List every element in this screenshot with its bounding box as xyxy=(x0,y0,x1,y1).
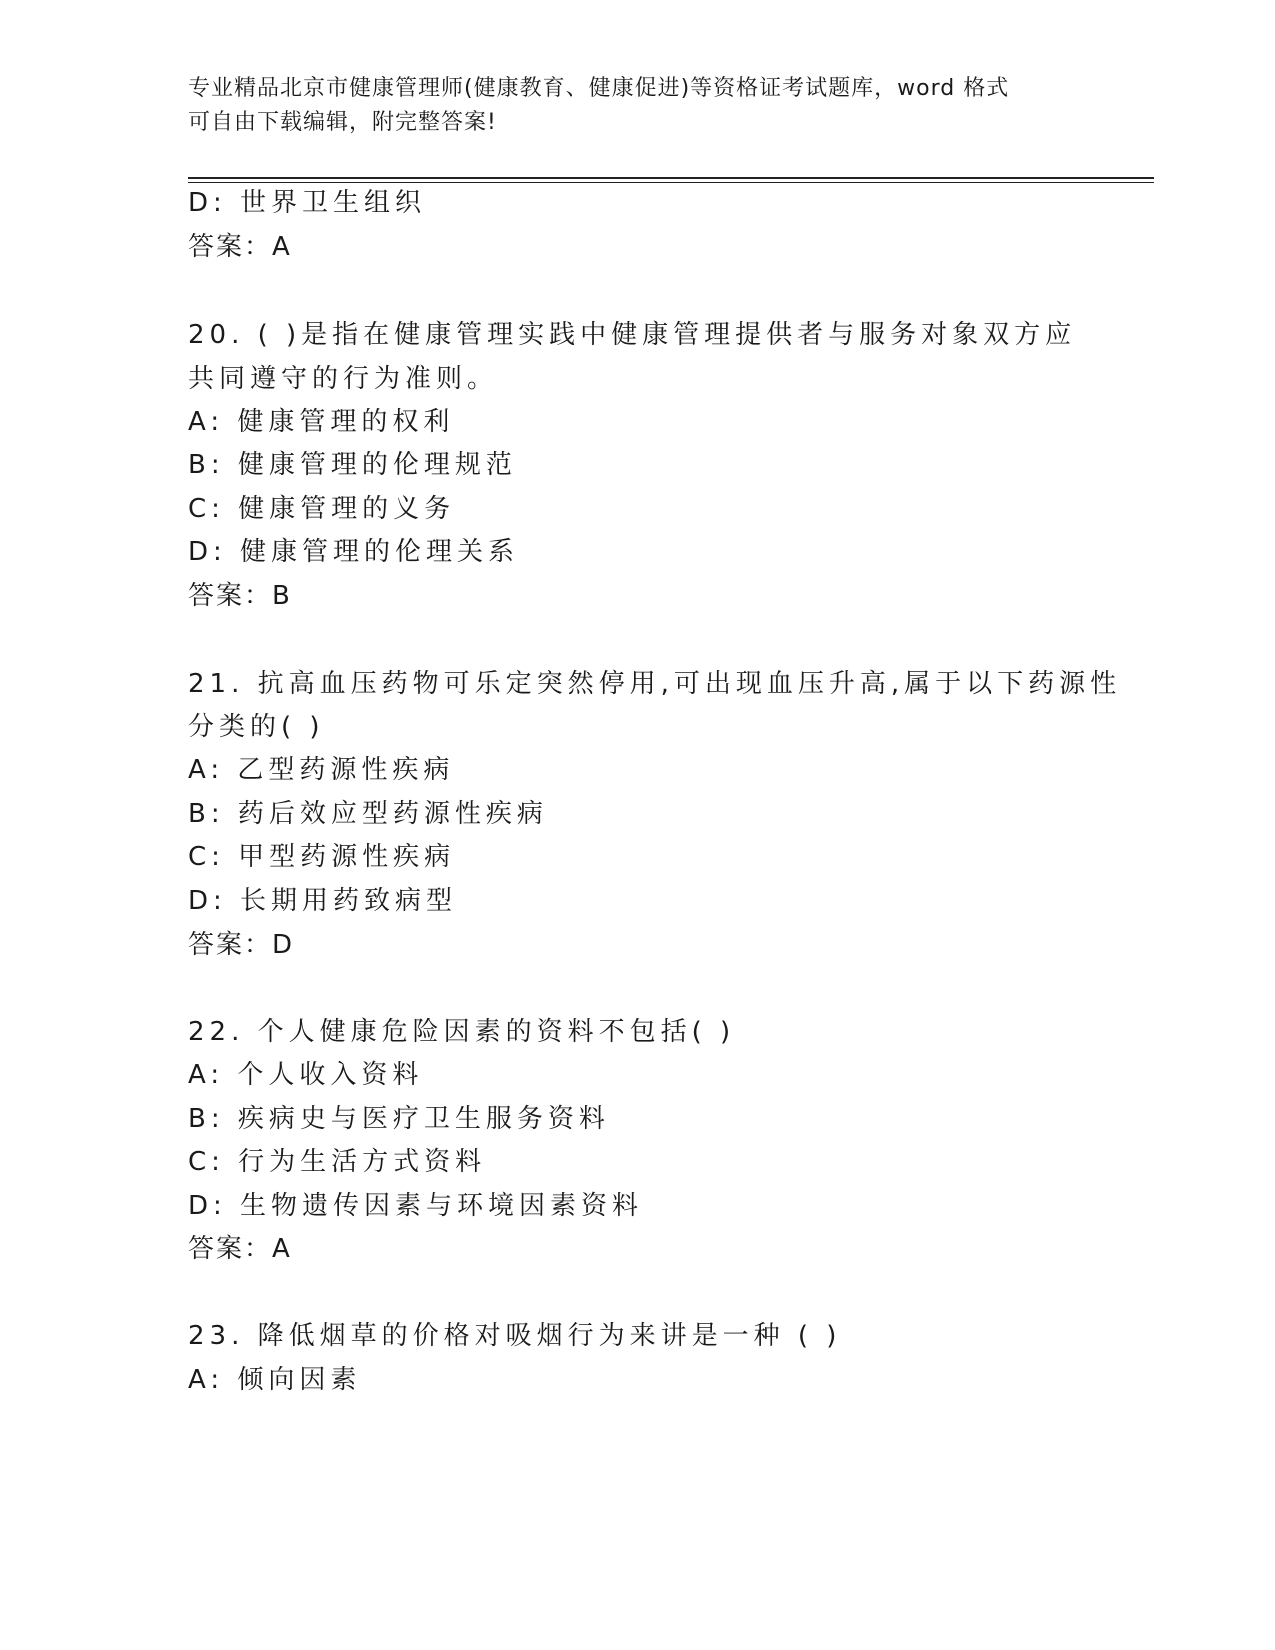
question-23-stem: 23. 降低烟草的价格对吸烟行为来讲是一种 ( ) xyxy=(188,1321,842,1351)
question-22-option-c: C: 行为生活方式资料 xyxy=(188,1147,487,1177)
question-20-stem-line2: 共同遵守的行为准则。 xyxy=(188,364,499,394)
header-line-2: 可自由下载编辑，附完整答案! xyxy=(188,110,497,135)
header-divider-thin xyxy=(188,182,1154,183)
question-21-option-b: B: 药后效应型药源性疾病 xyxy=(188,799,548,829)
question-22-option-d: D: 生物遗传因素与环境因素资料 xyxy=(188,1191,644,1221)
header-divider xyxy=(188,177,1154,179)
question-20-option-d: D: 健康管理的伦理关系 xyxy=(188,537,520,567)
document-header xyxy=(188,72,1068,140)
question-22-stem: 22. 个人健康危险因素的资料不包括( ) xyxy=(188,1017,736,1047)
prev-answer: 答案：A xyxy=(188,232,292,262)
question-22-answer: 答案：A xyxy=(188,1234,292,1264)
question-20-stem-line1: 20. ( )是指在健康管理实践中健康管理提供者与服务对象双方应 xyxy=(188,320,1077,350)
question-21-option-d: D: 长期用药致病型 xyxy=(188,886,458,916)
question-21-option-a: A: 乙型药源性疾病 xyxy=(188,755,455,785)
prev-option-d: D: 世界卫生组织 xyxy=(188,188,427,218)
question-23-option-a: A: 倾向因素 xyxy=(188,1365,362,1395)
question-20-option-c: C: 健康管理的义务 xyxy=(188,494,456,524)
question-21-option-c: C: 甲型药源性疾病 xyxy=(188,842,456,872)
question-22-option-b: B: 疾病史与医疗卫生服务资料 xyxy=(188,1104,610,1134)
question-21-stem-line1: 21. 抗高血压药物可乐定突然停用,可出现血压升高,属于以下药源性 xyxy=(188,669,1122,699)
question-20-option-b: B: 健康管理的伦理规范 xyxy=(188,450,517,480)
question-22-option-a: A: 个人收入资料 xyxy=(188,1060,424,1090)
question-20-option-a: A: 健康管理的权利 xyxy=(188,407,455,437)
header-line-1: 专业精品北京市健康管理师(健康教育、健康促进)等资格证考试题库，word 格式 xyxy=(188,76,1010,101)
question-21-answer: 答案：D xyxy=(188,930,295,960)
question-20-answer: 答案：B xyxy=(188,581,292,611)
question-21-stem-line2: 分类的( ) xyxy=(188,712,325,742)
